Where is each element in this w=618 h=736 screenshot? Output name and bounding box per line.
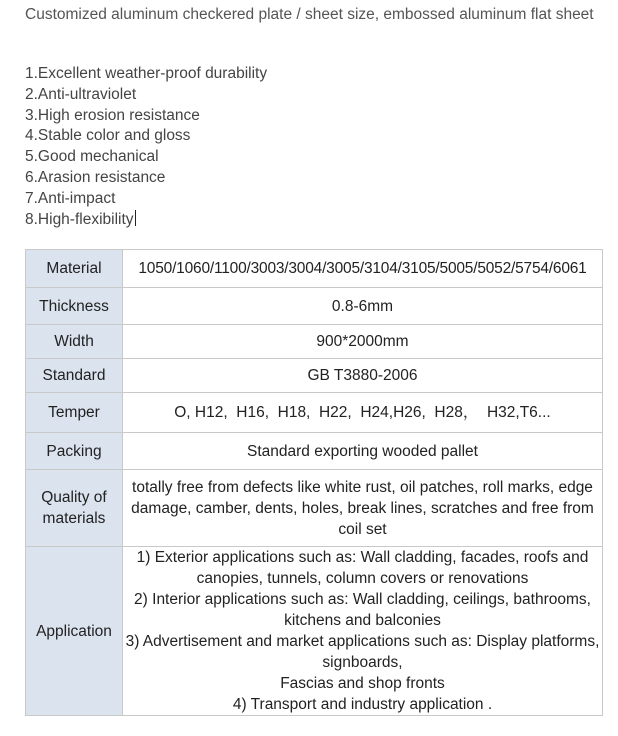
- table-row: [26, 250, 603, 288]
- spec-label-standard: Standard: [26, 359, 123, 393]
- spec-label-application: Application: [26, 547, 123, 716]
- spec-label-quality: [26, 470, 123, 547]
- application-line: 1) Exterior applications such as: Wall cladding, facades, roofs and canopies, tunnels, column covers or renovations: [136, 549, 589, 587]
- spec-label-temper: Temper: [26, 393, 123, 433]
- spec-value-temper: O, H12, H16, H18, H22, H24,H26, H28， H32,T6...: [123, 393, 603, 433]
- feature-item: 3.High erosion resistance: [25, 106, 200, 124]
- feature-item: 1.Excellent weather-proof durability: [25, 65, 268, 82]
- feature-item: [25, 210, 267, 231]
- feature-list: [25, 64, 267, 230]
- table-row: [26, 359, 603, 393]
- feature-item: 4.Stable color and gloss: [25, 127, 191, 145]
- table-row: [26, 547, 603, 716]
- spec-value-width: 900*2000mm: [123, 325, 603, 359]
- feature-item: 2.Anti-ultraviolet: [25, 85, 137, 103]
- table-row: [26, 433, 603, 470]
- spec-value-application: [123, 547, 603, 716]
- spec-label-thickness: Thickness: [26, 288, 123, 325]
- spec-value-material: 1050/1060/1100/3003/3004/3005/3104/3105/5005/5052/5754/6061: [123, 250, 603, 288]
- table-row: [26, 325, 603, 359]
- text-cursor: [135, 210, 136, 226]
- spec-label-quality-line2: materials: [42, 510, 106, 527]
- application-line: 2) Interior applications such as: Wall cladding, ceilings, bathrooms, kitchens and balconies: [134, 591, 591, 629]
- spec-label-quality-line1: Quality of: [41, 489, 107, 506]
- feature-item: 5.Good mechanical: [25, 148, 159, 166]
- application-line: 4) Transport and industry application .: [232, 696, 493, 713]
- application-line: 3) Advertisement and market applications such as: Display platforms, signboards,: [125, 633, 600, 671]
- feature-item: 6.Arasion resistance: [25, 168, 166, 186]
- feature-text: 8.High-flexibility: [25, 210, 134, 228]
- table-row: [26, 288, 603, 325]
- spec-value-thickness: 0.8-6mm: [123, 288, 603, 325]
- spec-value-quality: totally free from defects like white rust, oil patches, roll marks, edge damage, camber, dents, holes, break lines, scratches and free from coil set: [123, 470, 603, 547]
- specification-table: [25, 249, 603, 716]
- spec-label-packing: Packing: [26, 433, 123, 470]
- spec-label-material: Material: [26, 250, 123, 288]
- table-row: [26, 393, 603, 433]
- spec-label-width: Width: [26, 325, 123, 359]
- application-line: Fascias and shop fronts: [280, 675, 445, 692]
- feature-item: 7.Anti-impact: [25, 189, 116, 207]
- table-row: [26, 470, 603, 547]
- spec-value-standard: GB T3880-2006: [123, 359, 603, 393]
- product-title: Customized aluminum checkered plate / sheet size, embossed aluminum flat sheet: [25, 6, 594, 23]
- spec-value-packing: Standard exporting wooded pallet: [123, 433, 603, 470]
